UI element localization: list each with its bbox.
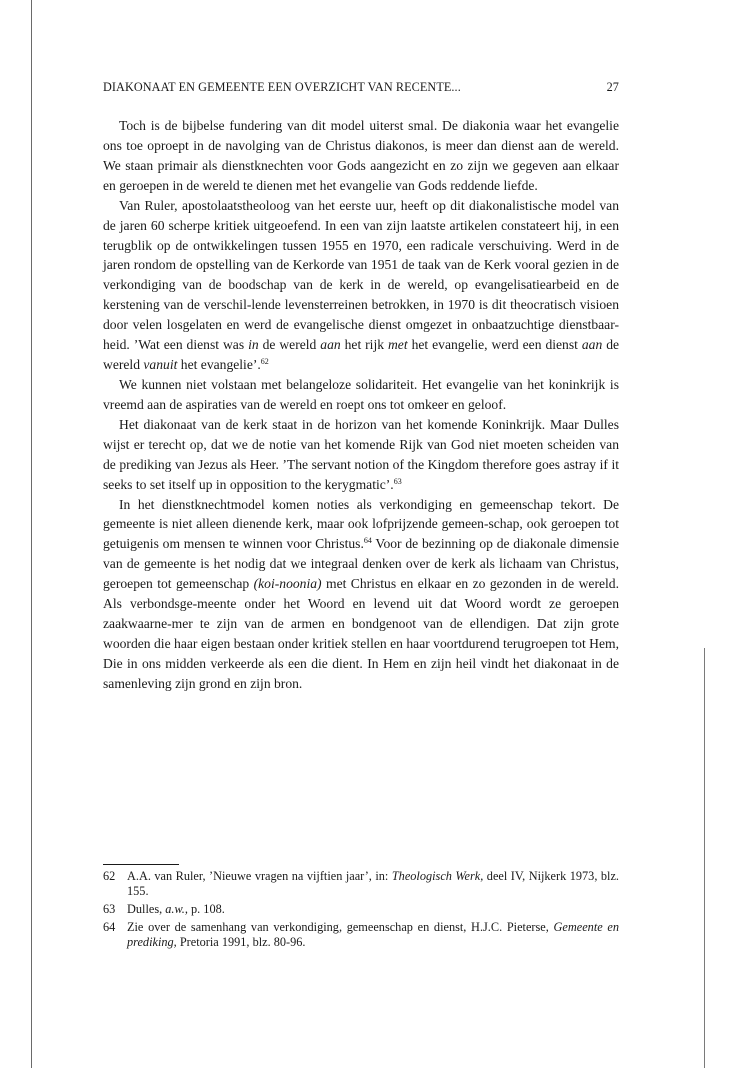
running-header [103,80,619,95]
p2-italic-2: aan [320,337,341,353]
footnote-62 [103,869,619,899]
page-number: 27 [606,80,619,94]
p2-text-4: het evangelie, werd een dienst [407,337,582,353]
footnote-text [127,902,619,917]
body-text [103,116,619,694]
paragraph-1 [103,116,619,196]
footnote-ref-64: 64 [363,536,372,546]
footnote-64-text-2: Pretoria 1991, blz. 80-96. [176,935,306,949]
paragraph-5 [103,495,619,694]
footnote-number: 63 [103,902,116,916]
p1-text: Toch is de bijbelse fundering van dit model uiterst smal. De diakonia waar het evangelie ons toe oproept in de navolging van de Christus diakonos, is meer dan dienst aan de wereld. We staan primair als dienstknechten voor Gods aangezicht en zo zijn we gegeven aan elkaar en geroepen in de wereld te dienen met het evangelie van Gods reddende liefde. [103,118,619,193]
footnotes [103,869,619,953]
p2-text-2: de wereld [258,337,321,353]
paragraph-2 [103,196,619,375]
p5-italic-1: (koi-noonia) [253,576,322,592]
p4-text: Het diakonaat van de kerk staat in de horizon van het komende Koninkrijk. Maar Dulles wijst er terecht op, dat we de notie van het komende Rijk van God niet moeten scheiden van de prediking van Jezus als Heer. ’The servant notion of the Kingdom therefore goes astray if it seeks to set itself up in opposition to the kerygmatic’. [103,416,619,492]
scan-edge-right [704,648,705,1068]
footnote-text [127,920,619,950]
p2-text-6: het evangelie’. [177,357,261,373]
paragraph-3 [103,375,619,415]
scan-edge-left [31,0,32,1068]
footnote-62-text-1: A.A. van Ruler, ’Nieuwe vragen na vijftien jaar’, in: [127,869,392,883]
running-title: DIAKONAAT EN GEMEENTE EEN OVERZICHT VAN RECENTE... [103,80,461,94]
p2-italic-1: in [248,337,259,353]
footnote-text [127,869,619,899]
footnote-64-italic: Gemeente en prediking, [127,920,620,949]
footnote-ref-62: 62 [260,357,269,367]
footnote-ref-63: 63 [393,476,402,486]
footnote-62-italic: Theologisch Werk, [391,869,484,883]
footnote-number: 64 [103,920,116,934]
p5-text-1: In het dienstknechtmodel komen noties als verkondiging en gemeenschap tekort. De gemeente is niet alleen dienende kerk, maar ook lofprijzende gemeen-schap, ook geroepen tot getuigenis om mensen te winnen voor Christus. [103,496,619,552]
paragraph-4 [103,415,619,495]
footnote-64 [103,920,619,950]
p5-text-2: Voor de bezinning op de diakonale dimensie van de gemeente is het nodig dat we integraal denken over de kerk als lichaam van Christus, geroepen tot gemeenschap [103,536,619,592]
p2-italic-3: met [387,337,408,353]
footnote-63-text-2: p. 108. [187,902,225,916]
footnote-62-text-2: deel IV, Nijkerk 1973, blz. 155. [127,869,619,898]
footnote-63-italic: a.w., [165,902,188,916]
p2-text-3: het rijk [340,337,388,353]
p2-italic-4: aan [581,337,603,353]
p2-text-5: de wereld [103,337,620,373]
p2-text-1: Van Ruler, apostolaatstheoloog van het eerste uur, heeft op dit diakonalistische model van de jaren 60 scherpe kritiek uitgeoefend. In een van zijn laatste artikelen constateert hij, in een terugblik op de ontwikkelingen tussen 1955 en 1970, een radicale verschuiving. Werd in de jaren rondom de opstelling van de Kerkorde van 1951 de taak van de Kerk vooral gezien in de verkondiging van de boodschap van de kerk in de wereld, op evangelisatiearbeid en de kerstening van de verschil-lende levensterreinen betrokken, in 1970 is dit theocratisch visioen door velen losgelaten en werd de evangelische dienst omgezet in onbaatzuchtige dienstbaar-heid. ’Wat een dienst was [103,197,619,353]
footnote-64-text-1: Zie over de samenhang van verkondiging, gemeenschap en dienst, H.J.C. Pieterse, [127,920,554,934]
footnote-rule [103,864,179,865]
p5-text-3: met Christus en elkaar en zo gezonden in de wereld. Als verbondsge-meente onder het Woord en levend uit dat Woord wordt ze geroepen zaakwaarne-mer te zijn van de armen en bondgenoot van de ellendigen. Dat zijn grote woorden die haar eigen bestaan onder kritiek stellen en haar voortdurend terugroepen tot Hem, Die in ons midden verkeerde als een die dient. In Hem en zijn heil vindt het diakonaat in de samenleving zijn grond en zijn bron. [103,576,619,691]
p3-text: We kunnen niet volstaan met belangeloze solidariteit. Het evangelie van het koninkrijk is vreemd aan de aspiraties van de wereld en roept ons tot omkeer en geloof. [103,376,619,412]
footnote-number: 62 [103,869,116,883]
footnote-63-text-1: Dulles, [127,902,166,916]
p2-italic-5: vanuit [143,357,178,373]
footnote-63 [103,902,619,917]
